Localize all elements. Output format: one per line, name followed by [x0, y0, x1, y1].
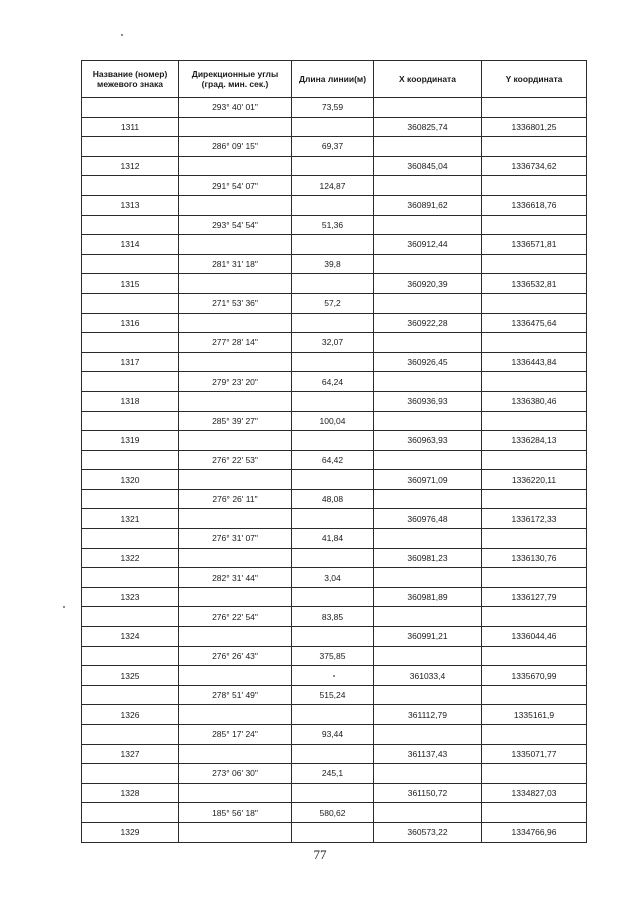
line-length-cell: 69,37: [292, 137, 374, 157]
directional-angle-cell: 276° 31' 07": [179, 529, 292, 549]
y-coordinate-cell: 1336443,84: [482, 352, 587, 372]
header-line-length: Длина линии(м): [292, 61, 374, 98]
empty-cell: [374, 176, 482, 196]
directional-angle-cell: 271° 53' 36": [179, 293, 292, 313]
boundary-mark-name-cell: 1315: [82, 274, 179, 294]
empty-cell: [179, 744, 292, 764]
empty-cell: [374, 646, 482, 666]
empty-cell: [292, 822, 374, 842]
empty-cell: [482, 411, 587, 431]
empty-cell: [482, 254, 587, 274]
empty-cell: [374, 529, 482, 549]
empty-cell: [82, 803, 179, 823]
page-number: 77: [313, 847, 327, 862]
empty-cell: [292, 431, 374, 451]
line-length-cell: 515,24: [292, 685, 374, 705]
empty-cell: [374, 685, 482, 705]
empty-cell: [374, 254, 482, 274]
empty-cell: [292, 627, 374, 647]
empty-cell: [292, 195, 374, 215]
empty-cell: [292, 548, 374, 568]
boundary-mark-name-cell: 1322: [82, 548, 179, 568]
empty-cell: [482, 372, 587, 392]
boundary-mark-name-cell: 1316: [82, 313, 179, 333]
empty-cell: [179, 352, 292, 372]
empty-cell: [179, 627, 292, 647]
boundary-mark-name-cell: 1313: [82, 195, 179, 215]
empty-cell: [82, 764, 179, 784]
line-length-cell: 64,24: [292, 372, 374, 392]
directional-angle-cell: 291° 54' 07": [179, 176, 292, 196]
directional-angle-cell: 293° 54' 54": [179, 215, 292, 235]
empty-cell: [82, 529, 179, 549]
segment-row: [82, 489, 587, 509]
empty-cell: [374, 215, 482, 235]
empty-cell: [482, 215, 587, 235]
empty-cell: [292, 274, 374, 294]
boundary-mark-name-cell: 1321: [82, 509, 179, 529]
point-row: [82, 235, 587, 255]
boundary-mark-name-cell: 1318: [82, 391, 179, 411]
point-row: [82, 117, 587, 137]
directional-angle-cell: 276° 22' 54": [179, 607, 292, 627]
x-coordinate-cell: 361033,4: [374, 666, 482, 686]
empty-cell: [482, 725, 587, 745]
empty-cell: [292, 509, 374, 529]
empty-cell: [292, 744, 374, 764]
empty-cell: [179, 431, 292, 451]
empty-cell: [82, 333, 179, 353]
point-row: [82, 587, 587, 607]
segment-row: [82, 607, 587, 627]
segment-row: [82, 450, 587, 470]
y-coordinate-cell: 1334766,96: [482, 822, 587, 842]
empty-cell: [82, 646, 179, 666]
empty-cell: [374, 411, 482, 431]
line-length-cell: 51,36: [292, 215, 374, 235]
empty-cell: [179, 274, 292, 294]
segment-row: [82, 333, 587, 353]
line-length-cell: 32,07: [292, 333, 374, 353]
line-length-cell: 375,85: [292, 646, 374, 666]
directional-angle-cell: 293° 40' 01": [179, 98, 292, 118]
segment-row: [82, 98, 587, 118]
empty-cell: [179, 587, 292, 607]
empty-cell: [292, 235, 374, 255]
empty-cell: [482, 98, 587, 118]
x-coordinate-cell: 360573,22: [374, 822, 482, 842]
segment-row: [82, 764, 587, 784]
empty-cell: [482, 764, 587, 784]
line-length-cell: 580,62: [292, 803, 374, 823]
y-coordinate-cell: 1336475,64: [482, 313, 587, 333]
empty-cell: [374, 333, 482, 353]
x-coordinate-cell: 361150,72: [374, 783, 482, 803]
empty-cell: [82, 176, 179, 196]
empty-cell: [482, 685, 587, 705]
directional-angle-cell: 185° 56' 18": [179, 803, 292, 823]
point-row: [82, 352, 587, 372]
boundary-mark-name-cell: 1317: [82, 352, 179, 372]
y-coordinate-cell: 1336734,62: [482, 156, 587, 176]
segment-row: [82, 803, 587, 823]
line-length-cell: 100,04: [292, 411, 374, 431]
x-coordinate-cell: 360845,04: [374, 156, 482, 176]
point-row: [82, 391, 587, 411]
empty-cell: [482, 137, 587, 157]
empty-cell: [292, 470, 374, 490]
x-coordinate-cell: 360991,21: [374, 627, 482, 647]
empty-cell: [82, 137, 179, 157]
table-header-row: [82, 61, 587, 98]
y-coordinate-cell: 1336284,13: [482, 431, 587, 451]
directional-angle-cell: 281° 31' 18": [179, 254, 292, 274]
x-coordinate-cell: 360971,09: [374, 470, 482, 490]
directional-angle-cell: 286° 09' 15": [179, 137, 292, 157]
empty-cell: [374, 489, 482, 509]
empty-cell: [82, 372, 179, 392]
boundary-mark-name-cell: 1319: [82, 431, 179, 451]
y-coordinate-cell: 1336220,11: [482, 470, 587, 490]
y-coordinate-cell: 1335670,99: [482, 666, 587, 686]
x-coordinate-cell: 360920,39: [374, 274, 482, 294]
x-coordinate-cell: 360976,48: [374, 509, 482, 529]
segment-row: [82, 411, 587, 431]
boundary-mark-name-cell: 1320: [82, 470, 179, 490]
empty-cell: [374, 137, 482, 157]
empty-cell: [292, 783, 374, 803]
x-coordinate-cell: 360981,89: [374, 587, 482, 607]
y-coordinate-cell: 1336801,25: [482, 117, 587, 137]
segment-row: [82, 685, 587, 705]
x-coordinate-cell: 360912,44: [374, 235, 482, 255]
line-length-cell: 64,42: [292, 450, 374, 470]
header-y-coordinate: Y координата: [482, 61, 587, 98]
empty-cell: [292, 117, 374, 137]
empty-cell: [179, 705, 292, 725]
line-length-cell: 245,1: [292, 764, 374, 784]
boundary-mark-name-cell: 1325: [82, 666, 179, 686]
y-coordinate-cell: 1336618,76: [482, 195, 587, 215]
boundary-mark-name-cell: 1312: [82, 156, 179, 176]
empty-cell: [179, 666, 292, 686]
empty-cell: [292, 587, 374, 607]
empty-cell: [482, 607, 587, 627]
y-coordinate-cell: 1336571,81: [482, 235, 587, 255]
header-boundary-mark-name: Название (номер) межевого знака: [82, 61, 179, 98]
x-coordinate-cell: 361137,43: [374, 744, 482, 764]
directional-angle-cell: 278° 51' 49": [179, 685, 292, 705]
scan-speck: [121, 34, 123, 36]
empty-cell: [292, 352, 374, 372]
segment-row: [82, 372, 587, 392]
point-row: [82, 509, 587, 529]
empty-cell: [374, 293, 482, 313]
boundary-mark-name-cell: 1311: [82, 117, 179, 137]
point-row: [82, 548, 587, 568]
empty-cell: [179, 783, 292, 803]
y-coordinate-cell: 1336380,46: [482, 391, 587, 411]
empty-cell: [292, 391, 374, 411]
y-coordinate-cell: 1336044,46: [482, 627, 587, 647]
boundary-mark-name-cell: 1328: [82, 783, 179, 803]
directional-angle-cell: 276° 26' 11": [179, 489, 292, 509]
directional-angle-cell: 273° 06' 30": [179, 764, 292, 784]
empty-cell: [179, 548, 292, 568]
y-coordinate-cell: 1336130,76: [482, 548, 587, 568]
segment-row: [82, 529, 587, 549]
line-length-cell: 93,44: [292, 725, 374, 745]
scan-speck: [63, 606, 65, 608]
empty-cell: [179, 156, 292, 176]
boundary-mark-name-cell: 1329: [82, 822, 179, 842]
point-row: [82, 195, 587, 215]
empty-cell: [82, 685, 179, 705]
empty-cell: [292, 156, 374, 176]
empty-cell: [482, 333, 587, 353]
x-coordinate-cell: 360891,62: [374, 195, 482, 215]
segment-row: [82, 725, 587, 745]
line-length-cell: 3,04: [292, 568, 374, 588]
empty-cell: [374, 607, 482, 627]
boundary-mark-name-cell: 1323: [82, 587, 179, 607]
directional-angle-cell: 276° 26' 43": [179, 646, 292, 666]
directional-angle-cell: 285° 17' 24": [179, 725, 292, 745]
empty-cell: [82, 411, 179, 431]
boundary-mark-name-cell: 1314: [82, 235, 179, 255]
point-row: [82, 627, 587, 647]
table-body: [82, 98, 587, 843]
point-row: [82, 744, 587, 764]
segment-row: [82, 568, 587, 588]
point-row: [82, 705, 587, 725]
segment-row: [82, 215, 587, 235]
boundary-mark-name-cell: 1326: [82, 705, 179, 725]
segment-row: [82, 137, 587, 157]
line-length-cell: 73,59: [292, 98, 374, 118]
empty-cell: [482, 568, 587, 588]
empty-cell: [482, 489, 587, 509]
directional-angle-cell: 279° 23' 20": [179, 372, 292, 392]
empty-cell: [374, 98, 482, 118]
line-length-cell: 57,2: [292, 293, 374, 313]
boundary-mark-name-cell: 1324: [82, 627, 179, 647]
empty-cell: [374, 725, 482, 745]
directional-angle-cell: 285° 39' 27": [179, 411, 292, 431]
empty-cell: [82, 568, 179, 588]
point-row: [82, 431, 587, 451]
point-row: [82, 783, 587, 803]
empty-cell: [82, 98, 179, 118]
empty-cell: [179, 391, 292, 411]
y-coordinate-cell: 1334827,03: [482, 783, 587, 803]
empty-cell: [179, 822, 292, 842]
empty-cell: [482, 529, 587, 549]
empty-cell: [482, 293, 587, 313]
header-x-coordinate: X координата: [374, 61, 482, 98]
empty-cell: [292, 313, 374, 333]
header-directional-angle: Дирекционные углы (град. мин. сек.): [179, 61, 292, 98]
empty-cell: [179, 195, 292, 215]
y-coordinate-cell: 1335161,9: [482, 705, 587, 725]
point-row: [82, 313, 587, 333]
y-coordinate-cell: 1335071,77: [482, 744, 587, 764]
empty-cell: [82, 489, 179, 509]
line-length-cell: 83,85: [292, 607, 374, 627]
directional-angle-cell: 282° 31' 44": [179, 568, 292, 588]
point-row: [82, 822, 587, 842]
empty-cell: [179, 509, 292, 529]
segment-row: [82, 646, 587, 666]
segment-row: [82, 176, 587, 196]
line-length-cell: 48,08: [292, 489, 374, 509]
empty-cell: [82, 215, 179, 235]
directional-angle-cell: 277° 28' 14": [179, 333, 292, 353]
x-coordinate-cell: 360963,93: [374, 431, 482, 451]
y-coordinate-cell: 1336532,81: [482, 274, 587, 294]
empty-cell: [482, 176, 587, 196]
point-row: [82, 470, 587, 490]
empty-cell: [374, 450, 482, 470]
empty-cell: [82, 450, 179, 470]
empty-cell: [179, 235, 292, 255]
empty-cell: [482, 646, 587, 666]
boundary-mark-name-cell: 1327: [82, 744, 179, 764]
x-coordinate-cell: 360936,93: [374, 391, 482, 411]
point-row: [82, 156, 587, 176]
x-coordinate-cell: 360922,28: [374, 313, 482, 333]
scan-speck: [333, 675, 335, 677]
x-coordinate-cell: 360981,23: [374, 548, 482, 568]
line-length-cell: 41,84: [292, 529, 374, 549]
x-coordinate-cell: 361112,79: [374, 705, 482, 725]
empty-cell: [374, 803, 482, 823]
empty-cell: [179, 313, 292, 333]
line-length-cell: 39,8: [292, 254, 374, 274]
point-row: [82, 274, 587, 294]
directional-angle-cell: 276° 22' 53": [179, 450, 292, 470]
empty-cell: [82, 607, 179, 627]
empty-cell: [82, 725, 179, 745]
y-coordinate-cell: 1336172,33: [482, 509, 587, 529]
empty-cell: [292, 705, 374, 725]
empty-cell: [374, 372, 482, 392]
segment-row: [82, 254, 587, 274]
empty-cell: [82, 254, 179, 274]
x-coordinate-cell: 360926,45: [374, 352, 482, 372]
empty-cell: [374, 764, 482, 784]
empty-cell: [482, 803, 587, 823]
empty-cell: [82, 293, 179, 313]
boundary-coordinates-table: [81, 60, 587, 843]
x-coordinate-cell: 360825,74: [374, 117, 482, 137]
empty-cell: [179, 117, 292, 137]
segment-row: [82, 293, 587, 313]
empty-cell: [482, 450, 587, 470]
line-length-cell: 124,87: [292, 176, 374, 196]
empty-cell: [179, 470, 292, 490]
y-coordinate-cell: 1336127,79: [482, 587, 587, 607]
empty-cell: [374, 568, 482, 588]
